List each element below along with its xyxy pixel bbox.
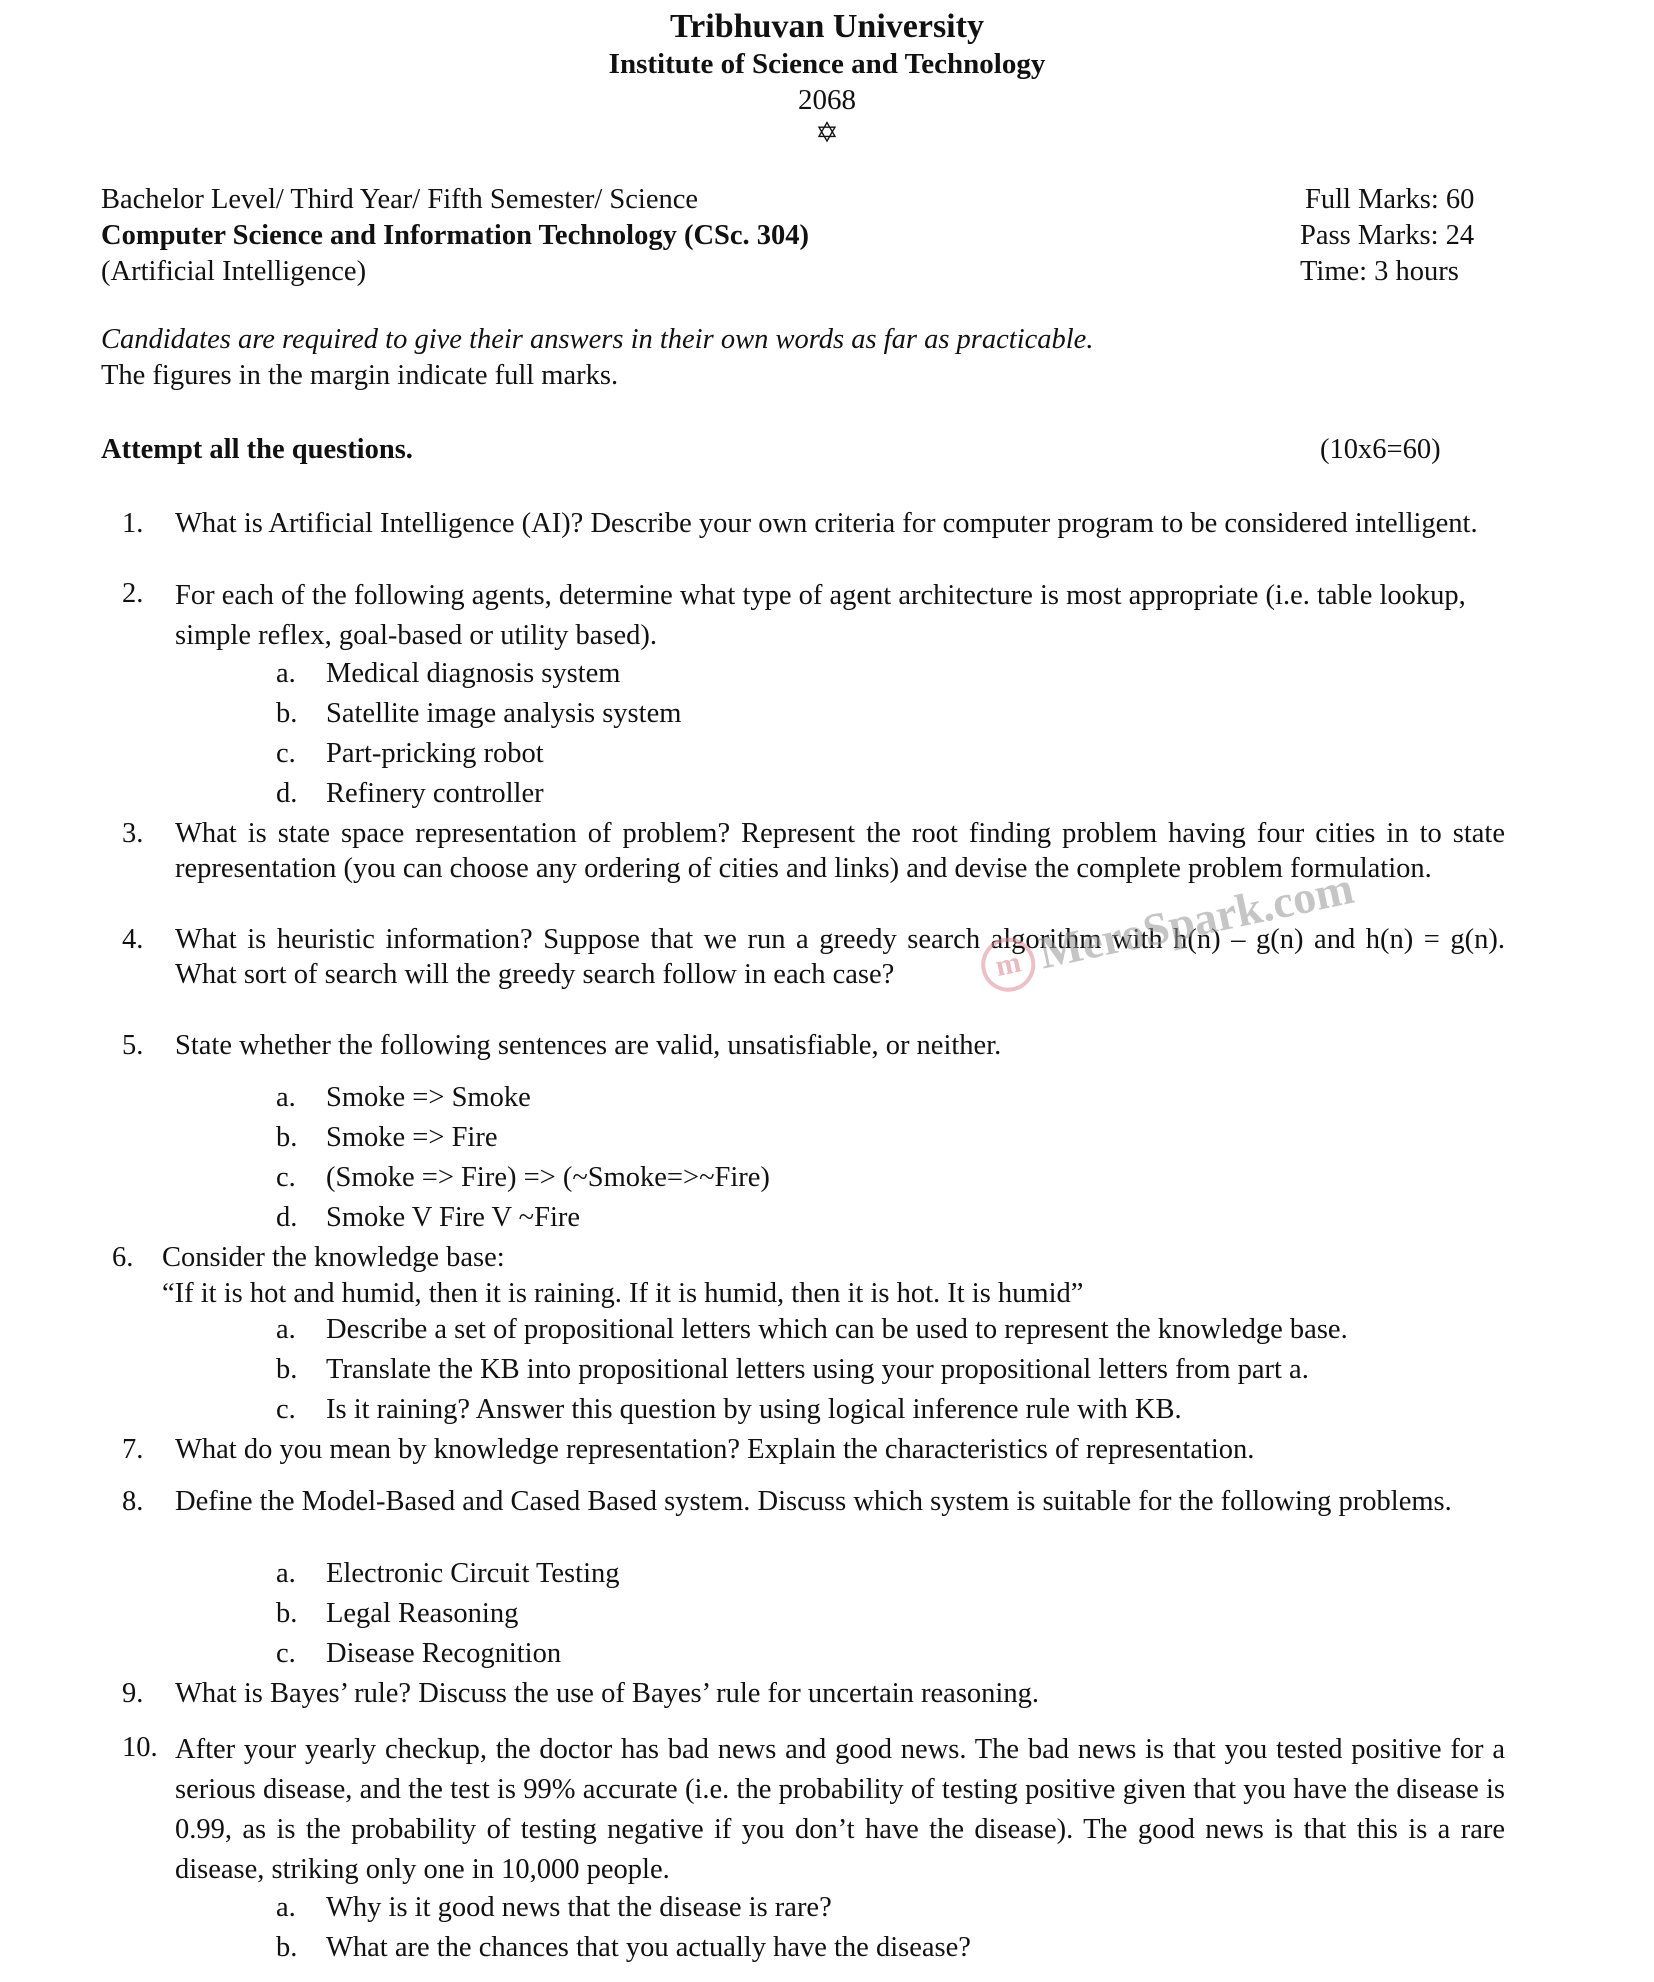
question-8 bbox=[122, 1484, 1502, 1554]
question-7 bbox=[122, 1432, 1502, 1472]
sub-item-text: Is it raining? Answer this question by using logical inference rule with KB. bbox=[326, 1394, 1182, 1425]
sub-item-letter: b. bbox=[276, 1354, 298, 1385]
question-number: 9. bbox=[122, 1678, 144, 1709]
question-4 bbox=[122, 922, 1505, 992]
question-number: 10. bbox=[122, 1732, 158, 1763]
sub-item-text: Smoke => Fire bbox=[326, 1122, 498, 1153]
question-10 bbox=[122, 1730, 1505, 1890]
pass-marks: Pass Marks: 24 bbox=[1300, 220, 1475, 251]
question-5 bbox=[122, 1028, 1502, 1068]
sub-item-text: Legal Reasoning bbox=[326, 1598, 519, 1629]
watermark-text: MeroSpark.com bbox=[1034, 861, 1358, 979]
sub-item-letter: b. bbox=[276, 1932, 298, 1963]
instruction-line-2: The figures in the margin indicate full marks. bbox=[101, 360, 619, 391]
attempt-heading: Attempt all the questions. bbox=[101, 434, 413, 465]
sub-item-text: Describe a set of propositional letters which can be used to represent the knowledge base. bbox=[326, 1314, 1348, 1345]
sub-item-text: Smoke => Smoke bbox=[326, 1082, 531, 1113]
question-number: 3. bbox=[122, 818, 144, 849]
question-number: 5. bbox=[122, 1030, 144, 1061]
question-text: For each of the following agents, determine what type of agent architecture is most appropriate (i.e. table lookup, simple reflex, goal-based or utility based). bbox=[175, 580, 1466, 651]
question-number: 2. bbox=[122, 578, 144, 609]
question-text: What is state space representation of problem? Represent the root finding problem having four cities in to state representation (you can choose any ordering of cities and links) and devise the complete problem formulation. bbox=[175, 818, 1505, 884]
sub-item-text: (Smoke => Fire) => (~Smoke=>~Fire) bbox=[326, 1162, 770, 1193]
exam-time: Time: 3 hours bbox=[1300, 256, 1459, 287]
question-text: What is heuristic information? Suppose that we run a greedy search algorithm with h(n) – g(n) and h(n) = g(n). What sort of search will the greedy search follow in each case? bbox=[175, 924, 1505, 990]
sub-item-letter: c. bbox=[276, 1638, 296, 1669]
question-text: What is Artificial Intelligence (AI)? Describe your own criteria for computer program to be considered intelligent. bbox=[175, 508, 1478, 539]
sub-item-letter: d. bbox=[276, 1202, 298, 1233]
sub-item-letter: c. bbox=[276, 1394, 296, 1425]
course-level: Bachelor Level/ Third Year/ Fifth Semester/ Science bbox=[101, 184, 699, 215]
knowledge-base-quote: “If it is hot and humid, then it is raining. If it is humid, then it is hot. It is humid” bbox=[162, 1278, 1084, 1309]
sub-item-text: Refinery controller bbox=[326, 778, 544, 809]
sub-item-letter: b. bbox=[276, 698, 298, 729]
sub-item-text: Medical diagnosis system bbox=[326, 658, 621, 689]
exam-year: 2068 bbox=[798, 84, 856, 116]
sub-item-text: Smoke V Fire V ~Fire bbox=[326, 1202, 581, 1233]
question-6 bbox=[112, 1240, 1492, 1276]
question-number: 4. bbox=[122, 924, 144, 955]
course-program: Computer Science and Information Technology (CSc. 304) bbox=[101, 220, 810, 251]
sub-item-letter: c. bbox=[276, 738, 296, 769]
question-text: Consider the knowledge base: bbox=[162, 1242, 505, 1273]
question-text: Define the Model-Based and Cased Based system. Discuss which system is suitable for the following problems. bbox=[175, 1486, 1452, 1517]
full-marks: Full Marks: 60 bbox=[1305, 184, 1475, 215]
sub-item-letter: c. bbox=[276, 1162, 296, 1193]
sub-item-text: Why is it good news that the disease is rare? bbox=[326, 1892, 832, 1923]
sub-item-letter: a. bbox=[276, 1892, 296, 1923]
question-text: After your yearly checkup, the doctor has bad news and good news. The bad news is that you tested positive for a serious disease, and the test is 99% accurate (i.e. the probability of testing positive given that you have the disease is 0.99, as is the probability of testing negative if you don’t have the disease). The good news is that this is a rare disease, striking only one in 10,000 people. bbox=[175, 1734, 1505, 1885]
question-number: 8. bbox=[122, 1486, 144, 1517]
institute-title: Institute of Science and Technology bbox=[608, 48, 1046, 80]
question-9 bbox=[122, 1676, 1502, 1716]
sub-item-text: Part-pricking robot bbox=[326, 738, 544, 769]
question-number: 6. bbox=[112, 1242, 134, 1273]
sub-item-letter: a. bbox=[276, 1558, 296, 1589]
question-text: State whether the following sentences are valid, unsatisfiable, or neither. bbox=[175, 1030, 1002, 1061]
question-number: 1. bbox=[122, 508, 144, 539]
sub-item-letter: b. bbox=[276, 1122, 298, 1153]
instructions bbox=[101, 322, 1501, 394]
course-info bbox=[101, 182, 1201, 290]
sub-item-letter: a. bbox=[276, 1314, 296, 1345]
sub-item-letter: d. bbox=[276, 778, 298, 809]
sub-item-letter: a. bbox=[276, 1082, 296, 1113]
star-icon: ✡ bbox=[815, 118, 839, 149]
question-text: What is Bayes’ rule? Discuss the use of Bayes’ rule for uncertain reasoning. bbox=[175, 1678, 1039, 1709]
sub-item-letter: a. bbox=[276, 658, 296, 689]
sub-item-text: Disease Recognition bbox=[326, 1638, 562, 1669]
course-subject: (Artificial Intelligence) bbox=[101, 256, 367, 287]
sub-item-text: Electronic Circuit Testing bbox=[326, 1558, 620, 1589]
attempt-marks: (10x6=60) bbox=[1320, 434, 1441, 465]
marks-info bbox=[1300, 182, 1600, 290]
question-2 bbox=[122, 576, 1502, 652]
sub-item-text: Translate the KB into propositional letters using your propositional letters from part a. bbox=[326, 1354, 1309, 1385]
merospark-logo-icon: m bbox=[976, 933, 1040, 997]
university-title: Tribhuvan University bbox=[670, 8, 984, 45]
sub-item-text: What are the chances that you actually have the disease? bbox=[326, 1932, 971, 1963]
question-1 bbox=[122, 506, 1502, 576]
instruction-line-1: Candidates are required to give their answers in their own words as far as practicable. bbox=[101, 324, 1094, 355]
sub-item-letter: b. bbox=[276, 1598, 298, 1629]
question-text: What do you mean by knowledge representation? Explain the characteristics of representation. bbox=[175, 1434, 1255, 1465]
question-number: 7. bbox=[122, 1434, 144, 1465]
sub-item-text: Satellite image analysis system bbox=[326, 698, 682, 729]
